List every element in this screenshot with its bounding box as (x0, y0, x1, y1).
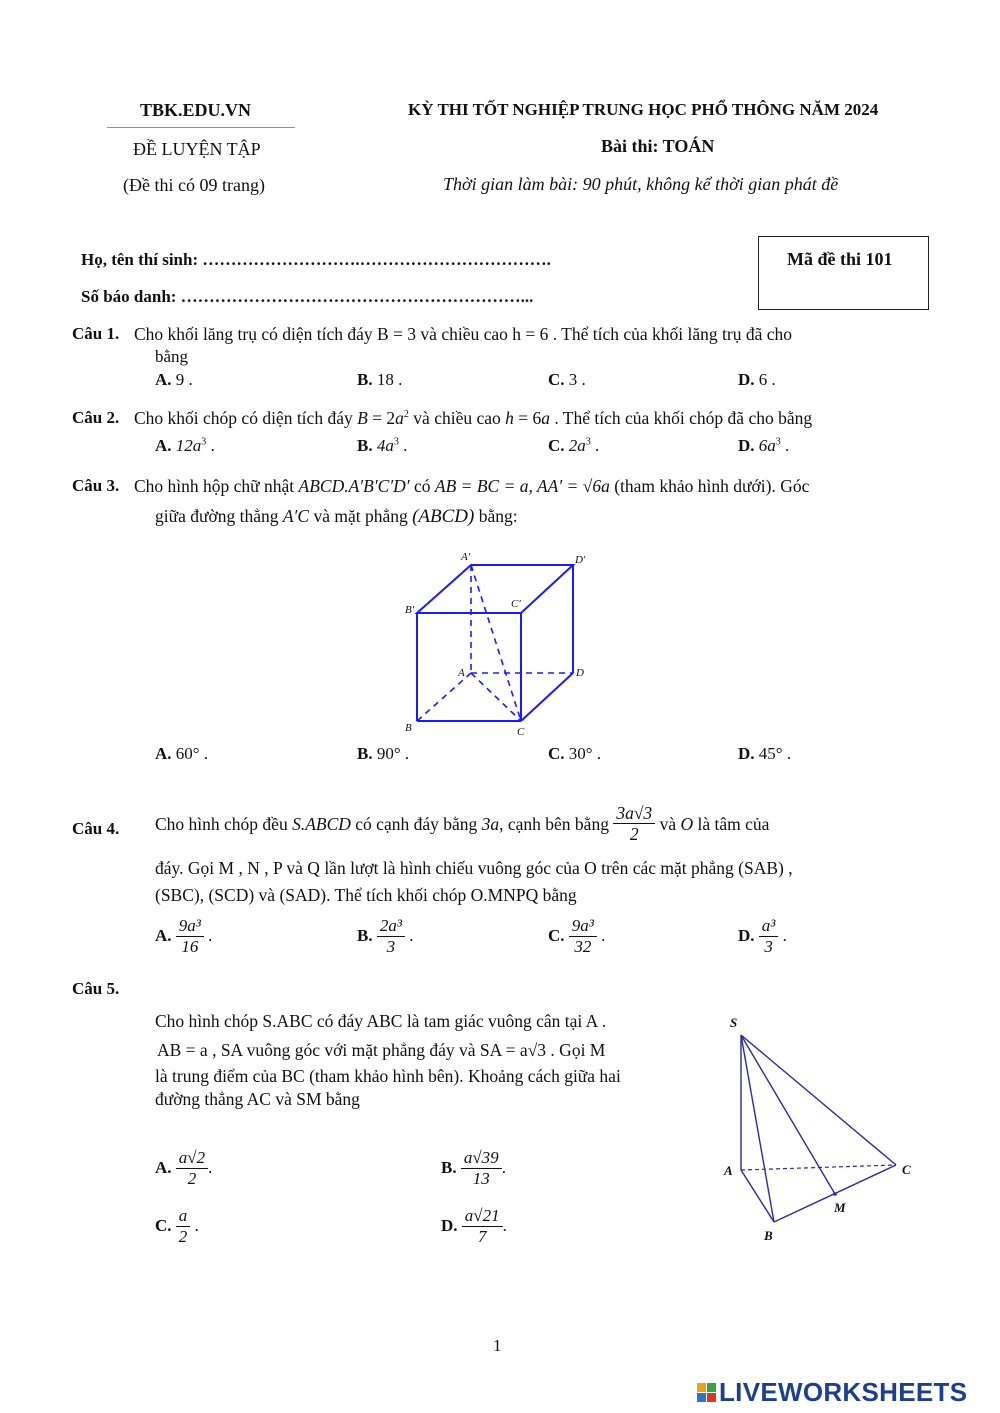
label-a: A (724, 1163, 733, 1178)
label-a1: A′ (461, 551, 471, 563)
option-key: B. (357, 370, 373, 389)
q4-line1-d: và (659, 813, 681, 834)
option-key: D. (738, 436, 755, 455)
label-c: C (517, 726, 525, 738)
q4-line1-c: , cạnh bên bằng (499, 813, 609, 834)
option-key: D. (738, 370, 755, 389)
option-value: 90° . (376, 744, 410, 763)
q3-label: Câu 3. (72, 476, 120, 495)
header-rule (107, 127, 295, 128)
label-d1: D′ (575, 554, 586, 566)
q2-text-c: . Thể tích của khối chóp đã cho bằng (554, 408, 813, 428)
option-key: D. (738, 744, 755, 763)
fraction-denominator: 3 (764, 936, 773, 956)
subject: Bài thi: TOÁN (601, 136, 715, 156)
fraction-denominator: 7 (477, 1226, 487, 1246)
fraction-numerator: a³ (759, 916, 779, 937)
option-key: A. (155, 436, 172, 455)
fraction-denominator: 16 (181, 936, 199, 956)
q4-option-d[interactable]: D. $\frac{\text{a³}}{3}$ . (738, 916, 787, 956)
q3-option-b[interactable] (357, 744, 409, 764)
q4-label: Câu 4. (72, 819, 120, 838)
q3-text-c: (tham khảo hình dưới). Góc (609, 476, 810, 496)
q5-line1: Cho hình chóp S.ABC có đáy ABC là tam giác vuông cân tại A . (155, 1011, 607, 1031)
q5-line4: đường thẳng AC và SM bằng (155, 1089, 360, 1109)
fraction-denominator: 32 (574, 936, 592, 956)
q2-option-b[interactable]: B. $4a^3$ . (357, 436, 408, 455)
option-key: A. (155, 744, 172, 763)
logo-mark-icon (697, 1383, 716, 1402)
q4-edge-fraction (613, 803, 655, 844)
fraction-numerator: a√2 (176, 1148, 208, 1169)
point-m (833, 1192, 837, 1196)
q3-line: A′C (282, 506, 310, 526)
q3-text-b: có (409, 476, 435, 496)
q1-option-c[interactable] (548, 370, 586, 390)
option-key: D. (738, 926, 755, 946)
label-b: B (764, 1228, 773, 1243)
option-value: 60° . (175, 744, 209, 763)
option-key: A. (155, 926, 172, 946)
q3-option-c[interactable] (548, 744, 601, 764)
fraction-numerator: a (176, 1206, 191, 1227)
option-key: A. (155, 1158, 172, 1178)
q3-plane: (ABCD) (412, 506, 475, 527)
option-value: 45° . (758, 744, 792, 763)
q3-prism: ABCD.A′B′C′D′ (298, 476, 410, 496)
fraction-numerator: 2a³ (377, 916, 405, 937)
fraction-denominator: 2 (178, 1226, 188, 1246)
q2-option-d[interactable]: D. $6a^3$ . (738, 436, 790, 455)
fraction-numerator: 9a³ (176, 916, 204, 937)
option-value: 3 . (568, 370, 586, 389)
q2-text-b: và chiều cao (413, 408, 506, 428)
option-key: B. (441, 1158, 457, 1178)
q5-line3: là trung điểm của BC (tham khảo hình bên). Khoảng cách giữa hai (155, 1066, 621, 1086)
option-value: 4a (376, 436, 394, 455)
q1-text-cont: bằng (155, 347, 189, 366)
q2-text-a: Cho khối chóp có diện tích đáy (134, 408, 358, 428)
fraction-denominator: 13 (472, 1168, 490, 1188)
edge-cd (521, 673, 573, 721)
q3-cuboid-figure (395, 545, 605, 745)
fraction-numerator: a√39 (461, 1148, 502, 1169)
q3-text-a: Cho hình hộp chữ nhật (134, 476, 299, 496)
q2-label: Câu 2. (72, 408, 120, 427)
site-name: TBK.EDU.VN (140, 100, 252, 120)
q1-text: Cho khối lăng trụ có diện tích đáy B = 3 và chiều cao h = 6 . Thể tích của khối lăng trụ đã cho (134, 324, 793, 344)
label-s: S (730, 1015, 738, 1030)
q5-pyramid-figure (718, 1010, 918, 1245)
exam-code-box (758, 236, 929, 310)
label-c: C (902, 1162, 911, 1177)
option-value: 30° . (568, 744, 602, 763)
option-key: A. (155, 370, 172, 389)
option-value: 6 . (758, 370, 776, 389)
edge-sc (741, 1035, 896, 1165)
q5-option-d[interactable]: D. $\frac{a√21}{7}$ . (441, 1206, 507, 1246)
option-value: 2a (568, 436, 586, 455)
exam-code: Mã đề thi 101 (787, 249, 893, 269)
q4-option-a[interactable]: A. $\frac{\text{9a³}}{16}$ . (155, 916, 213, 956)
diag-ac-hidden (471, 673, 521, 721)
q2-text: Cho khối chóp có diện tích đáy $B = 2a^2$ và chiều cao h = 6a . Thể tích của khối chóp đã cho bằng (134, 408, 813, 428)
fraction-denominator: 2 (629, 824, 639, 845)
q4-line1-e: là tâm của (693, 813, 770, 834)
q4-line2: đáy. Gọi M , N , P và Q lần lượt là hình chiếu vuông góc của O trên các mặt phẳng (SAB) , (155, 858, 793, 878)
q4-line1-b: có cạnh đáy bằng (350, 813, 482, 834)
q1-option-a[interactable] (155, 370, 193, 390)
fraction-numerator: 9a³ (569, 916, 597, 937)
q5-option-b[interactable]: B. $\frac{a√39}{13}$ . (441, 1148, 506, 1188)
time-note: Thời gian làm bài: 90 phút, không kể thời gian phát đề (443, 174, 839, 194)
label-b1: B′ (405, 604, 415, 616)
q2-option-a[interactable]: A. $12a^3$ . (155, 436, 215, 455)
q3-option-d[interactable] (738, 744, 791, 764)
label-b: B (405, 722, 412, 734)
q2-option-c[interactable]: C. $2a^3$ . (548, 436, 600, 455)
q5-line2: AB = a , SA vuông góc với mặt phẳng đáy và SA = a√3 . Gọi M (157, 1040, 606, 1060)
q3-condition: AB = BC = a, AA′ = √6a (434, 476, 610, 496)
option-value: 9 . (175, 370, 193, 389)
q4-line1-a: Cho hình chóp đều (155, 813, 293, 834)
label-m: M (834, 1200, 846, 1215)
q3-text-line2 (155, 506, 518, 528)
option-key: D. (441, 1216, 458, 1236)
q3-line2-c: bằng: (474, 506, 518, 526)
exam-title: KỲ THI TỐT NGHIỆP TRUNG HỌC PHỔ THÔNG NĂM 2024 (408, 100, 879, 119)
q4-line3: (SBC), (SCD) và (SAD). Thể tích khối chóp O.MNPQ bằng (155, 885, 577, 905)
option-value: 12a (175, 436, 202, 455)
q3-text (134, 476, 809, 497)
q4-base-edge: 3a (481, 813, 500, 834)
pages-note: (Đề thi có 09 trang) (123, 175, 265, 195)
logo-text: LIVEWORKSHEETS (719, 1376, 968, 1407)
q4-pyramid: S.ABCD (292, 813, 351, 834)
label-c1: C′ (511, 598, 521, 610)
liveworksheets-logo[interactable] (697, 1378, 967, 1406)
candidate-id-field[interactable]: Số báo danh: ……………………………………………………... (81, 287, 534, 306)
q4-option-c[interactable]: C. $\frac{\text{9a³}}{32}$ . (548, 916, 606, 956)
fraction-numerator: a√21 (462, 1206, 503, 1227)
label-a: A (458, 667, 465, 679)
fraction-denominator: 3 (386, 936, 396, 956)
option-key: C. (155, 1216, 172, 1236)
option-key: B. (357, 744, 373, 763)
page-number: 1 (493, 1336, 502, 1355)
q5-label: Câu 5. (72, 979, 120, 998)
exam-type: ĐỀ LUYỆN TẬP (133, 139, 261, 159)
option-key: C. (548, 370, 565, 389)
q5-option-c[interactable]: C. $\frac{a}{2}$ . (155, 1206, 199, 1246)
q1-option-d[interactable] (738, 370, 776, 390)
q3-line2-a: giữa đường thẳng (155, 506, 283, 526)
option-value: 6a (758, 436, 776, 455)
q4-option-b[interactable]: B. $\frac{\text{2a³}}{3}$ . (357, 916, 414, 956)
q4-center: O (680, 813, 694, 834)
option-key: C. (548, 436, 565, 455)
option-key: B. (357, 436, 373, 455)
top-face (417, 565, 573, 613)
q3-option-a[interactable] (155, 744, 208, 764)
option-key: B. (357, 926, 373, 946)
option-key: C. (548, 744, 565, 763)
candidate-name-field[interactable]: Họ, tên thí sinh: ……………………….……………………………. (81, 250, 551, 269)
fraction-numerator: 3a√3 (613, 803, 655, 824)
edge-ab-hidden (417, 673, 471, 721)
option-value: 18 . (376, 370, 403, 389)
q4-line1 (155, 803, 769, 844)
q5-option-a[interactable]: A. $\frac{a√2}{2}$ . (155, 1148, 213, 1188)
fraction-denominator: 2 (187, 1168, 197, 1188)
q1-option-b[interactable] (357, 370, 402, 390)
q1-label: Câu 1. (72, 324, 120, 343)
option-key: C. (548, 926, 565, 946)
label-d: D (576, 667, 584, 679)
q3-line2-b: và mặt phẳng (309, 506, 413, 526)
